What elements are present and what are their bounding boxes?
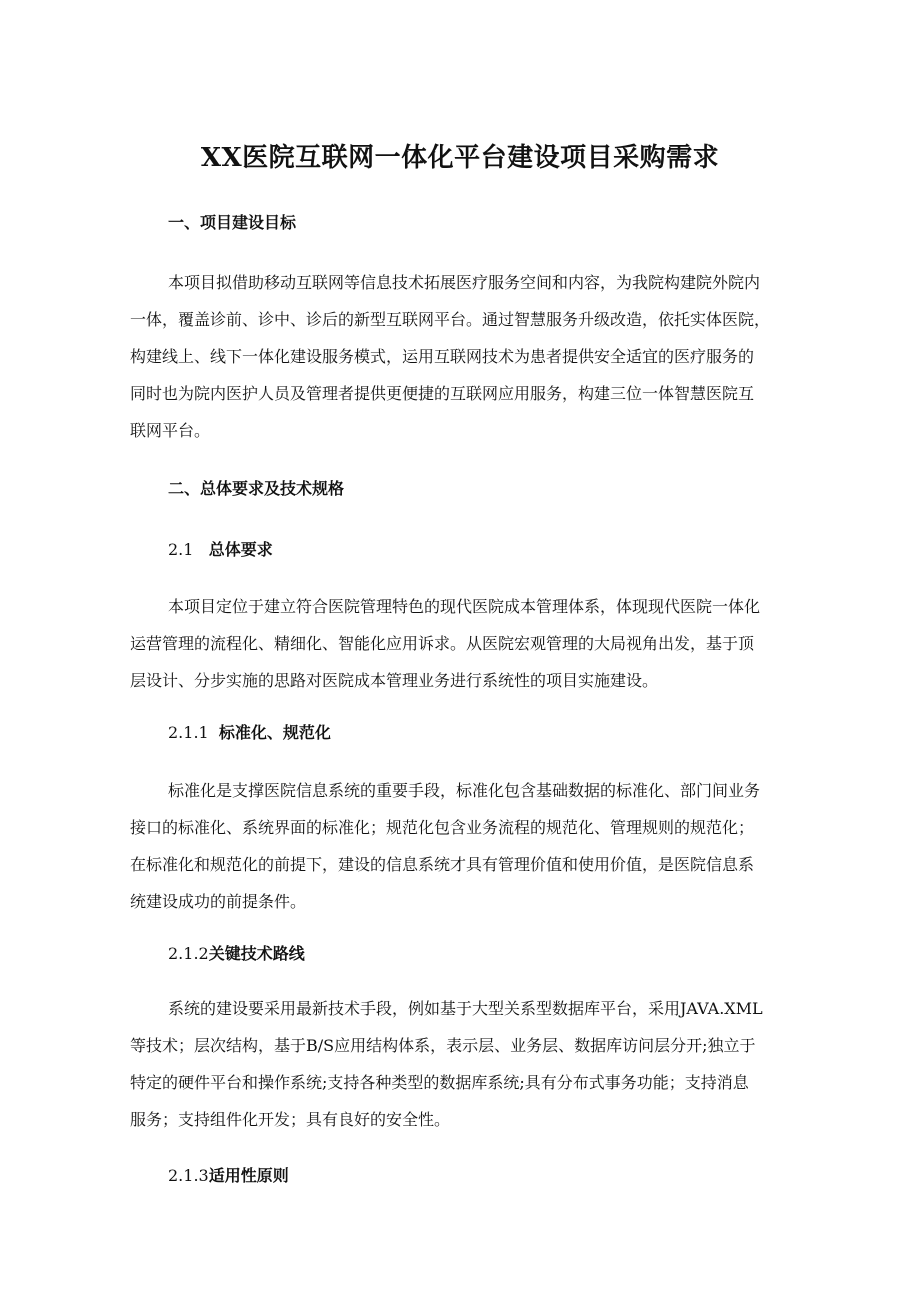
subsection-title: 适用性原则: [208, 1166, 289, 1185]
subsection-title: 总体要求: [208, 540, 273, 559]
paragraph-line: 标准化是支撑医院信息系统的重要手段，标准化包含基础数据的标准化、部门间业务: [168, 781, 761, 800]
section-2-heading: 二、总体要求及技术规格: [168, 479, 345, 498]
paragraph-line: 系统的建设要采用最新技术手段，例如基于大型关系型数据库平台，采用JAVA.XML: [168, 999, 763, 1018]
section-1-heading: 一、项目建设目标: [168, 213, 297, 232]
paragraph-line: 一体，覆盖诊前、诊中、诊后的新型互联网平台。通过智慧服务升级改造，依托实体医院，: [130, 310, 771, 329]
paragraph-line: 本项目拟借助移动互联网等信息技术拓展医疗服务空间和内容，为我院构建院外院内: [168, 273, 761, 292]
subsection-2-1-heading: [168, 538, 273, 562]
subsection-2-1-2-heading: [168, 942, 305, 966]
subsection-number: 2.1: [168, 540, 194, 559]
subsection-2-1-1-heading: [168, 721, 331, 745]
paragraph-line: 服务；支持组件化开发；具有良好的安全性。: [130, 1110, 451, 1129]
subsection-number: 2.1.1: [168, 723, 209, 742]
paragraph-line: 特定的硬件平台和操作系统;支持各种类型的数据库系统;具有分布式事务功能；支持消息: [130, 1073, 749, 1092]
paragraph-line: 接口的标准化、系统界面的标准化；规范化包含业务流程的规范化、管理规则的规范化；: [130, 818, 755, 837]
subsection-number: 2.1.2: [168, 944, 209, 963]
subsection-title: 标准化、规范化: [218, 723, 331, 742]
paragraph-line: 在标准化和规范化的前提下，建设的信息系统才具有管理价值和使用价值，是医院信息系: [130, 855, 755, 874]
paragraph-line: 等技术；层次结构，基于B/S应用结构体系，表示层、业务层、数据库访问层分开;独立于: [130, 1036, 756, 1055]
paragraph-line: 联网平台。: [130, 421, 211, 440]
subsection-2-1-paragraph: [130, 588, 790, 699]
subsection-2-1-2-paragraph: [130, 990, 790, 1138]
subsection-2-1-1-paragraph: [130, 772, 790, 920]
subsection-number: 2.1.3: [168, 1166, 209, 1185]
paragraph-line: 统建设成功的前提条件。: [130, 892, 307, 911]
paragraph-line: 运营管理的流程化、精细化、智能化应用诉求。从医院宏观管理的大局视角出发，基于顶: [130, 634, 755, 653]
paragraph-line: 层设计、分步实施的思路对医院成本管理业务进行系统性的项目实施建设。: [130, 671, 659, 690]
subsection-title: 关键技术路线: [208, 944, 305, 963]
section-1-paragraph: [130, 264, 790, 449]
document-title: XX医院互联网一体化平台建设项目采购需求: [200, 143, 720, 173]
subsection-2-1-3-heading: [168, 1164, 289, 1188]
paragraph-line: 同时也为院内医护人员及管理者提供更便捷的互联网应用服务，构建三位一体智慧医院互: [130, 384, 755, 403]
paragraph-line: 本项目定位于建立符合医院管理特色的现代医院成本管理体系，体现现代医院一体化: [168, 597, 761, 616]
paragraph-line: 构建线上、线下一体化建设服务模式，运用互联网技术为患者提供安全适宜的医疗服务的: [130, 347, 755, 366]
